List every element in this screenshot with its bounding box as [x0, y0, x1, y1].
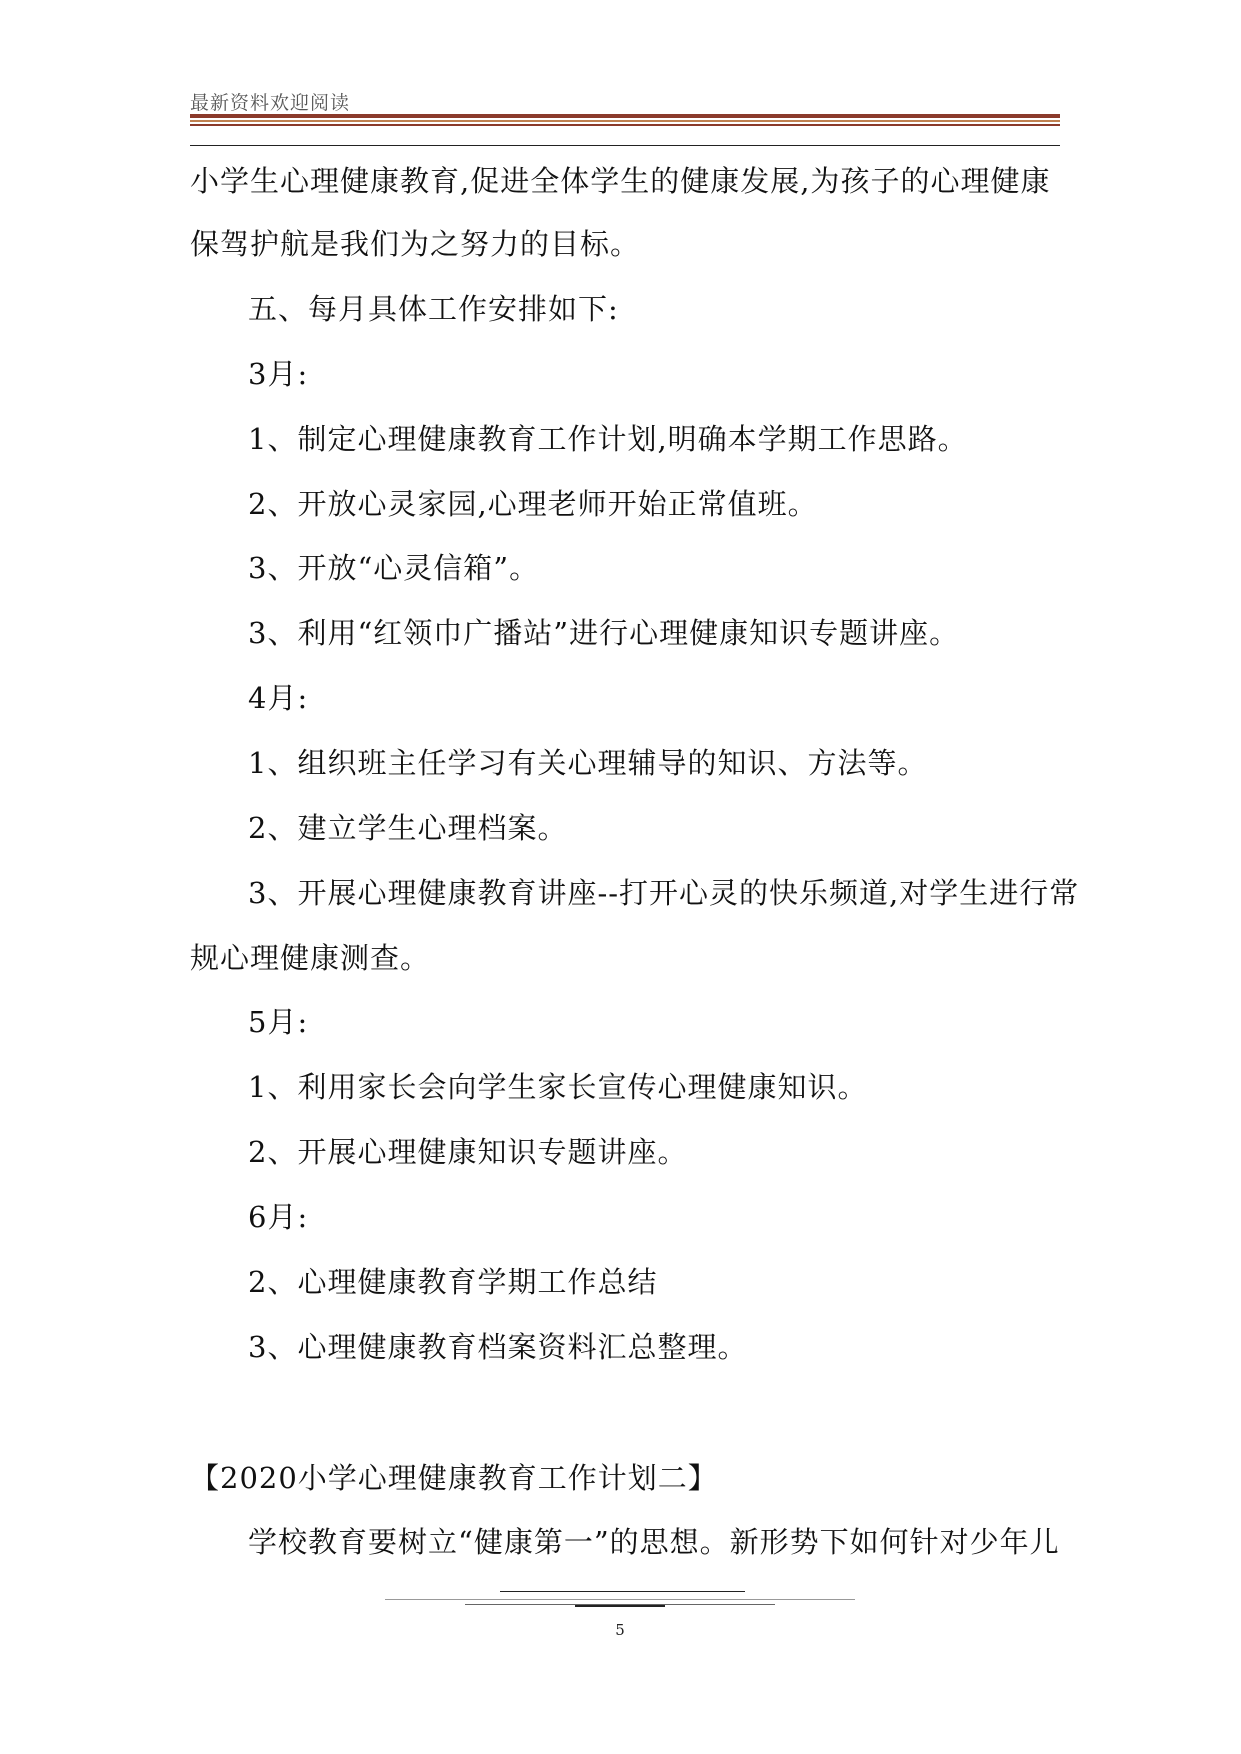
- body-line: 小学生心理健康教育,促进全体学生的健康发展,为孩子的心理健康: [190, 164, 1051, 198]
- list-item: 3、开展心理健康教育讲座--打开心灵的快乐频道,对学生进行常: [248, 876, 1080, 910]
- body-line: 学校教育要树立“健康第一”的思想。新形势下如何针对少年儿: [248, 1525, 1060, 1559]
- page-number: 5: [615, 1621, 625, 1639]
- month-heading: 5月:: [248, 1005, 309, 1039]
- month-heading: 3月:: [248, 357, 309, 391]
- list-item: 2、开展心理健康知识专题讲座。: [248, 1135, 688, 1169]
- header-text: 最新资料欢迎阅读: [190, 92, 351, 114]
- section-heading: 五、每月具体工作安排如下:: [248, 292, 619, 326]
- list-item: 3、开放“心灵信箱”。: [248, 551, 540, 585]
- month-heading: 4月:: [248, 681, 309, 715]
- header-rule-thick-lower: [190, 124, 1060, 126]
- list-item: 3、心理健康教育档案资料汇总整理。: [248, 1330, 748, 1364]
- header-rule-black: [190, 145, 1060, 146]
- list-item: 2、开放心灵家园,心理老师开始正常值班。: [248, 487, 818, 521]
- header-rule-thick: [190, 114, 1060, 118]
- header-rule-thin: [190, 120, 1060, 122]
- list-item: 1、组织班主任学习有关心理辅导的知识、方法等。: [248, 746, 928, 780]
- list-item: 2、心理健康教育学期工作总结: [248, 1265, 658, 1299]
- list-item: 2、建立学生心理档案。: [248, 811, 568, 845]
- list-item: 1、利用家长会向学生家长宣传心理健康知识。: [248, 1070, 868, 1104]
- month-heading: 6月:: [248, 1200, 309, 1234]
- body-line: 保驾护航是我们为之努力的目标。: [190, 227, 641, 261]
- list-item: 1、制定心理健康教育工作计划,明确本学期工作思路。: [248, 422, 968, 456]
- footer-rule-accent: [575, 1605, 665, 1607]
- footer-rule-top: [500, 1591, 745, 1592]
- list-item: 3、利用“红领巾广播站”进行心理健康知识专题讲座。: [248, 616, 960, 650]
- footer-rule-long: [385, 1599, 855, 1600]
- plan-two-title: 【2020小学心理健康教育工作计划二】: [190, 1461, 718, 1495]
- list-item-continuation: 规心理健康测查。: [190, 941, 431, 975]
